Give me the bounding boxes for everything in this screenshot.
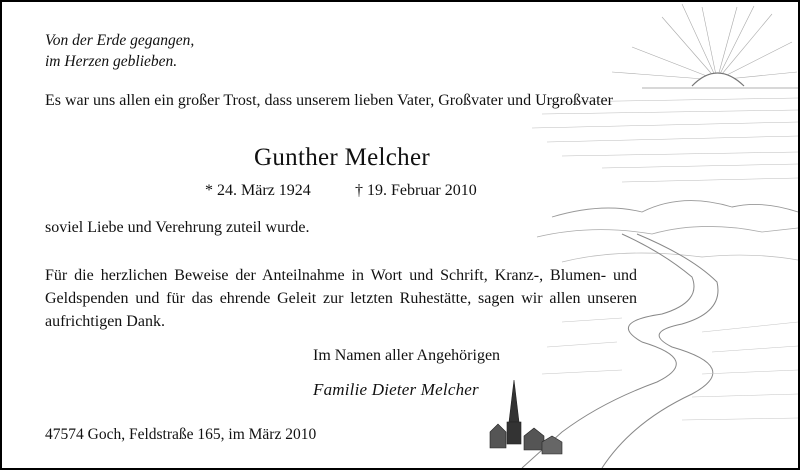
intro-paragraph: Es war uns allen ein großer Trost, dass unserem lieben Vater, Großvater und Urgroßvater <box>45 92 613 109</box>
birth-date: * 24. März 1924 <box>205 182 311 199</box>
family-signature: Familie Dieter Melcher <box>313 380 479 399</box>
death-date: † 19. Februar 2010 <box>355 182 477 199</box>
motto-line: Von der Erde gegangen, <box>45 32 195 49</box>
love-line: soviel Liebe und Verehrung zuteil wurde. <box>45 219 310 236</box>
deceased-name: Gunther Melcher <box>254 144 430 171</box>
address-footer: 47574 Goch, Feldstraße 165, im März 2010 <box>45 426 317 443</box>
motto-line: im Herzen geblieben. <box>45 53 178 70</box>
thanks-paragraph: Für die herzlichen Beweise der Anteilnahme in Wort und Schrift, Kranz-, Blumen- und Geldspenden und für das ehrende Geleit zur letzten Ruhestätte, sagen wir allen unseren aufrichtigen Dank. <box>45 267 637 330</box>
behalf-line: Im Namen aller Angehörigen <box>313 347 501 364</box>
motto <box>45 30 194 72</box>
